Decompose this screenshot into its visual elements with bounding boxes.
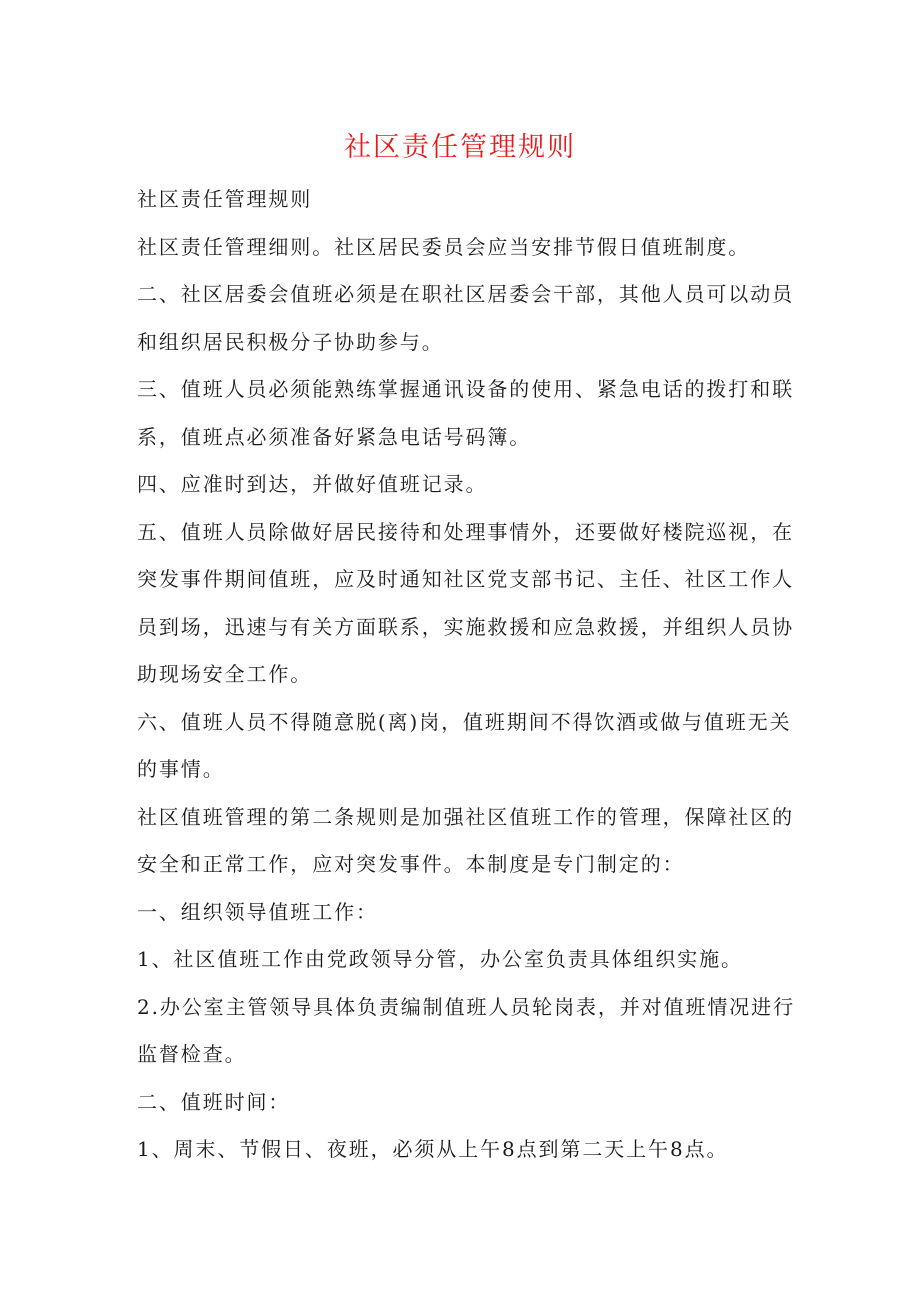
- text-line: 四、应准时到达，并做好值班记录。: [137, 472, 488, 496]
- section-heading-duty-time: [137, 1079, 797, 1127]
- paragraph-subtitle: [137, 176, 797, 224]
- text-line: 社区责任管理细则。社区居民委员会应当安排节假日值班制度。: [137, 234, 751, 259]
- paragraph-second-rule: [137, 794, 797, 889]
- text-line: 和组织居民积极分子协助参与。: [137, 329, 444, 354]
- paragraph-duty-time-item-1: [137, 1126, 797, 1174]
- text-line: 员到场，迅速与有关方面联系，实施救援和应急救援，并组织人员协: [137, 614, 794, 639]
- text-line: 社区责任管理规则: [137, 187, 313, 211]
- text-line: 的事情。: [137, 757, 225, 781]
- paragraph-sub-item-2: [137, 984, 797, 1079]
- text-line: 一、组织领导值班工作：: [137, 899, 378, 924]
- text-line: 五、值班人员除做好居民接待和处理事情外，还要做好楼院巡视，在: [137, 519, 794, 544]
- paragraph-sub-item-1: [137, 936, 797, 984]
- section-heading-organization: [137, 889, 797, 937]
- text-line: 监督检查。: [137, 1042, 247, 1066]
- paragraph-item-3: [137, 366, 797, 461]
- text-line: 1、社区值班工作由党政领导分管，办公室负责具体组织实施。: [137, 947, 743, 971]
- text-line: 三、值班人员必须能熟练掌握通讯设备的使用、紧急电话的拨打和联: [137, 377, 794, 401]
- paragraph-item-4: [137, 461, 797, 509]
- document-body: [137, 176, 797, 1174]
- text-line: 1、周末、节假日、夜班，必须从上午8点到第二天上午8点。: [137, 1137, 729, 1161]
- paragraph-intro: [137, 224, 797, 272]
- text-line: 突发事件期间值班，应及时通知社区党支部书记、主任、社区工作人: [137, 567, 794, 591]
- text-line: 系，值班点必须准备好紧急电话号码簿。: [137, 424, 532, 449]
- text-line: 安全和正常工作，应对突发事件。本制度是专门制定的：: [137, 852, 685, 876]
- text-line: 二、社区居委会值班必须是在职社区居委会干部，其他人员可以动员: [137, 282, 794, 306]
- paragraph-item-6: [137, 699, 797, 794]
- text-line: 二、值班时间：: [137, 1089, 291, 1114]
- paragraph-item-5: [137, 509, 797, 699]
- text-line: 社区值班管理的第二条规则是加强社区值班工作的管理，保障社区的: [137, 804, 794, 829]
- document-title: 社区责任管理规则: [344, 132, 576, 163]
- text-line: 助现场安全工作。: [137, 662, 313, 686]
- text-line: 2.办公室主管领导具体负责编制值班人员轮岗表，并对值班情况进行: [137, 994, 795, 1019]
- paragraph-item-2: [137, 271, 797, 366]
- text-line: 六、值班人员不得随意脱(离)岗，值班期间不得饮酒或做与值班无关: [137, 709, 792, 734]
